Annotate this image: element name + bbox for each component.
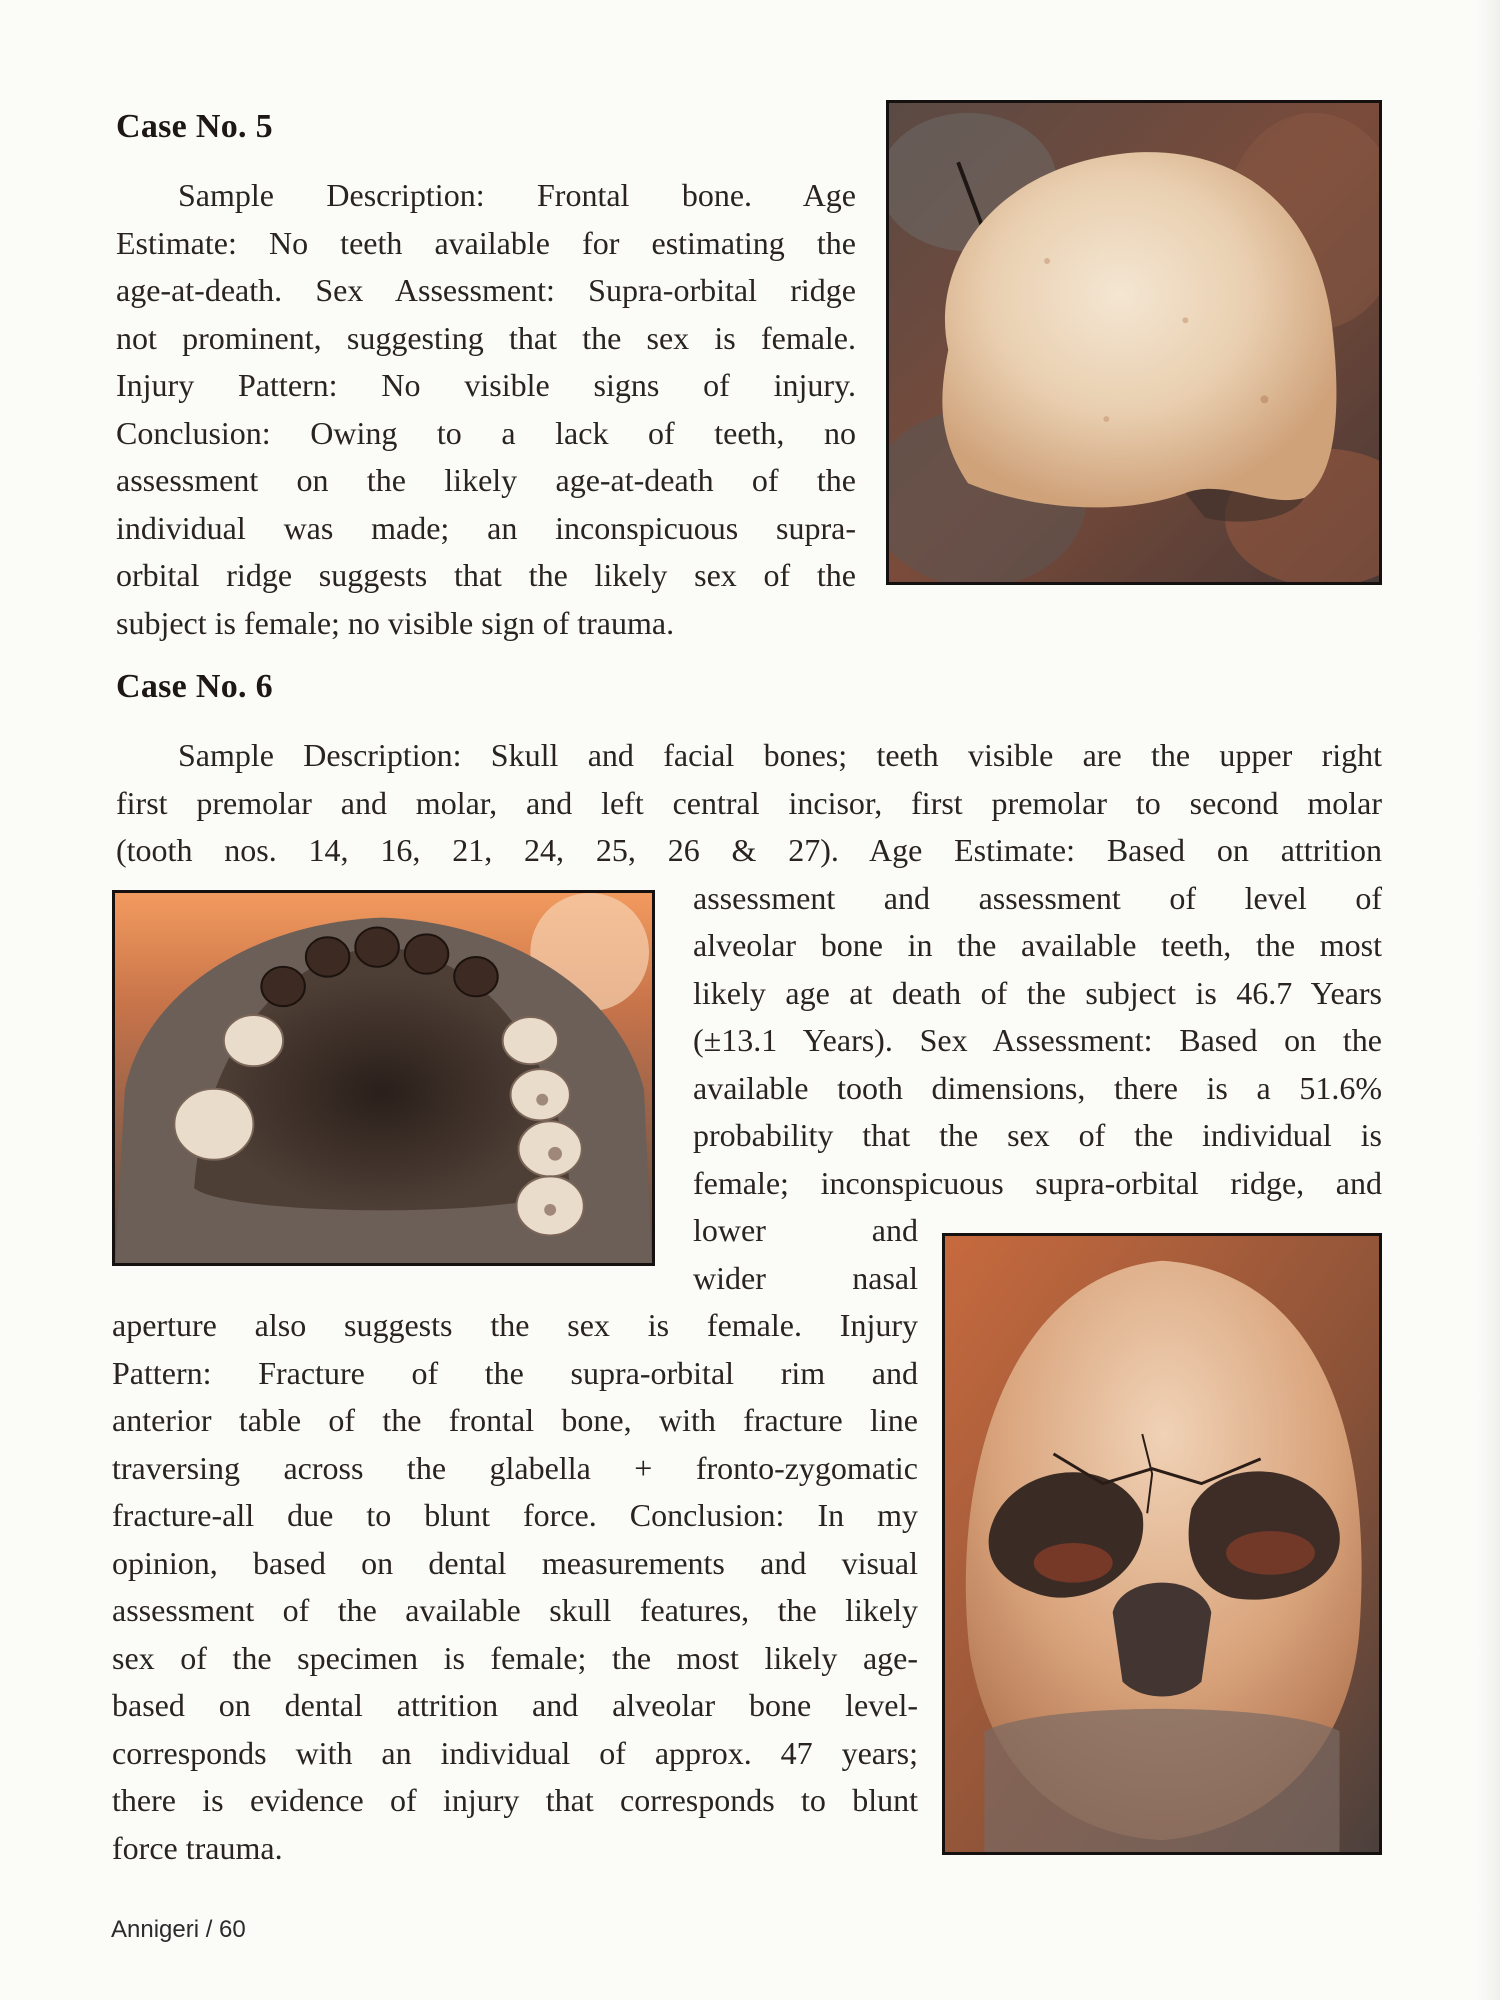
case-5-line: assessment on the likely age-at-death of the: [116, 462, 856, 498]
case-6-line: opinion, based on dental measurements and visual: [112, 1544, 918, 1581]
case-5-line: Sample Description: Frontal bone. Age: [178, 177, 856, 213]
case-6-line: aperture also suggests the sex is female. Injury: [112, 1307, 918, 1343]
dental-arch-photo: [112, 890, 655, 1266]
case-6-line: Sample Description: Skull and facial bones; teeth visible are the upper right: [178, 737, 1382, 773]
case-5-line: age-at-death. Sex Assessment: Supra-orbital ridge: [116, 272, 856, 308]
case-6-line: first premolar and molar, and left central incisor, first premolar to second molar: [116, 784, 1382, 821]
case-5-heading: Case No. 5: [116, 108, 273, 145]
case-6-line: corresponds with an individual of approx. 47 years;: [112, 1734, 918, 1771]
page-edge-shadow: [1478, 0, 1500, 2000]
case-5-line: Estimate: No teeth available for estimating the: [116, 224, 856, 261]
case-6-line: available tooth dimensions, there is a 51.6%: [693, 1069, 1382, 1106]
case-5-line: not prominent, suggesting that the sex is female.: [116, 319, 856, 356]
case-6-line: anterior table of the frontal bone, with fracture line: [112, 1402, 918, 1438]
case-6-line: based on dental attrition and alveolar bone level-: [112, 1687, 918, 1723]
case-5-line: subject is female; no visible sign of trauma.: [116, 604, 675, 641]
case-6-line: lower and: [693, 1212, 918, 1248]
case-6-line: force trauma.: [112, 1829, 283, 1866]
case-5-line: orbital ridge suggests that the likely sex of the: [116, 557, 856, 593]
case-6-line: traversing across the glabella + fronto-zygomatic: [112, 1449, 918, 1486]
case-6-line: (±13.1 Years). Sex Assessment: Based on the: [693, 1022, 1382, 1058]
case-6-line: likely age at death of the subject is 46.7 Years: [693, 974, 1382, 1011]
case-6-line: alveolar bone in the available teeth, the most: [693, 927, 1382, 963]
case-6-line: female; inconspicuous supra-orbital ridge, and: [693, 1164, 1382, 1201]
case-6-line: wider nasal: [693, 1259, 918, 1296]
page-footer: Annigeri / 60: [111, 1916, 246, 1943]
case-6-line: sex of the specimen is female; the most likely age-: [112, 1639, 918, 1676]
case-6-line: assessment of the available skull features, the likely: [112, 1592, 918, 1628]
case-5-line: individual was made; an inconspicuous supra-: [116, 509, 856, 546]
frontal-bone-photo: [886, 100, 1382, 585]
case-6-line: Pattern: Fracture of the supra-orbital rim and: [112, 1354, 918, 1391]
case-6-line: assessment and assessment of level of: [693, 879, 1382, 916]
case-6-line: probability that the sex of the individual is: [693, 1117, 1382, 1153]
case-5-line: Injury Pattern: No visible signs of injury.: [116, 367, 856, 403]
case-6-line: (tooth nos. 14, 16, 21, 24, 25, 26 & 27). Age Estimate: Based on attrition: [116, 832, 1382, 868]
skull-fracture-photo: [942, 1233, 1382, 1855]
case-6-heading: Case No. 6: [116, 668, 273, 705]
case-5-line: Conclusion: Owing to a lack of teeth, no: [116, 414, 856, 451]
case-6-line: fracture-all due to blunt force. Conclusion: In my: [112, 1497, 918, 1533]
case-6-line: there is evidence of injury that corresponds to blunt: [112, 1782, 918, 1818]
